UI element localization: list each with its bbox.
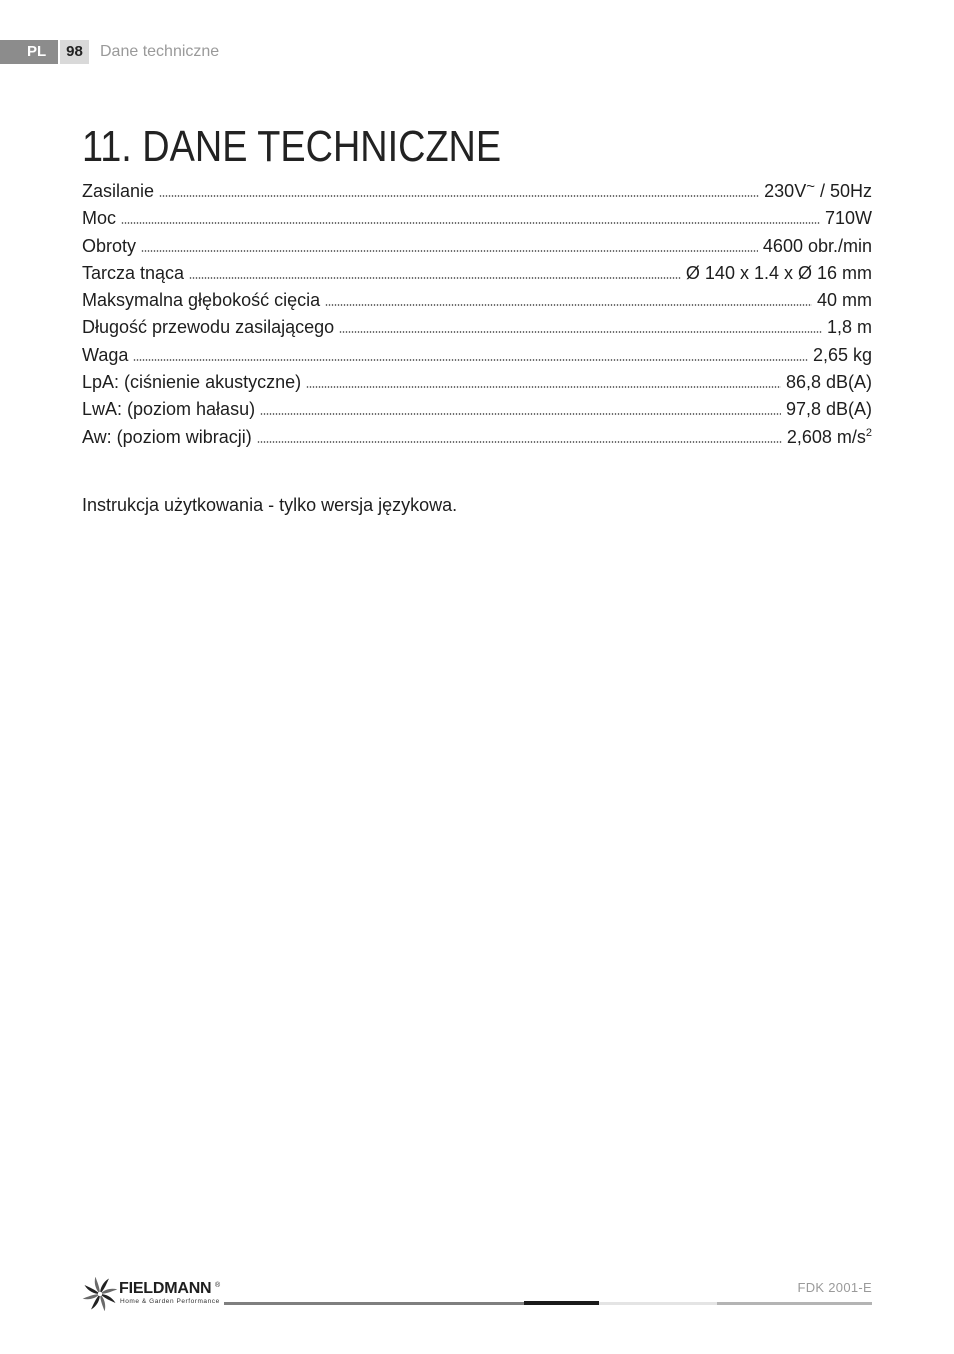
model-number: FDK 2001-E	[797, 1280, 872, 1295]
dot-leader	[133, 359, 808, 361]
spec-value: Ø 140 x 1.4 x Ø 16 mm	[685, 262, 872, 283]
spec-label: Długość przewodu zasilającego	[82, 317, 335, 338]
spec-row-vibration	[82, 424, 872, 451]
dot-leader	[257, 441, 782, 443]
dot-leader	[189, 277, 681, 279]
spec-row-speed	[82, 233, 872, 260]
spec-value	[787, 424, 872, 451]
spec-value: 710W	[824, 208, 872, 229]
dot-leader	[159, 195, 759, 197]
spec-value-text: 2,608 m/s	[786, 426, 866, 447]
page-number: 98	[60, 40, 89, 64]
spec-value: 97,8 dB(A)	[785, 399, 872, 420]
spec-value: 4600 obr./min	[762, 235, 872, 256]
spec-row-power-supply	[82, 178, 872, 205]
spec-label: LpA: (ciśnienie akustyczne)	[82, 372, 302, 393]
spec-label: Maksymalna głębokość cięcia	[82, 290, 321, 311]
spec-value	[764, 178, 872, 205]
spec-label: Tarcza tnąca	[82, 262, 185, 283]
language-note: Instrukcja użytkowania - tylko wersja językowa.	[82, 495, 458, 515]
dot-leader	[121, 222, 820, 224]
dot-leader	[306, 386, 781, 388]
footer-rule-segment	[717, 1302, 872, 1305]
spec-value-suffix: / 50Hz	[814, 181, 872, 201]
spec-row-max-cut-depth	[82, 287, 872, 314]
spec-value-text: 230V	[764, 181, 807, 201]
spec-row-sound-pressure	[82, 369, 872, 396]
spec-label: Waga	[82, 344, 129, 365]
spec-label: Zasilanie	[82, 181, 155, 201]
spec-label: LwA: (poziom hałasu)	[82, 399, 256, 420]
spec-label: Aw: (poziom wibracji)	[82, 426, 252, 447]
spec-value: 86,8 dB(A)	[785, 372, 872, 393]
spec-label: Moc	[82, 208, 117, 229]
spec-row-cutting-disc	[82, 260, 872, 287]
language-tab: PL	[0, 40, 58, 64]
spec-label: Obroty	[82, 235, 137, 256]
spec-row-weight	[82, 342, 872, 369]
registered-mark: ®	[215, 1282, 221, 1289]
spec-row-power	[82, 205, 872, 232]
spec-row-sound-power	[82, 396, 872, 423]
dot-leader	[141, 250, 758, 252]
page-title: 11. DANE TECHNICZNE	[82, 122, 502, 171]
brand-tagline: Home & Garden Performance	[120, 1298, 220, 1305]
fieldmann-fan-icon	[82, 1277, 118, 1311]
spec-value-superscript: 2	[865, 426, 872, 439]
running-header-title: Dane techniczne	[100, 43, 220, 60]
spec-list	[82, 178, 872, 451]
dot-leader	[339, 331, 822, 333]
brand-name: FIELDMANN	[119, 1280, 212, 1297]
dot-leader	[260, 413, 781, 415]
spec-row-cable-length	[82, 314, 872, 341]
footer-rule-segment-accent	[524, 1301, 599, 1305]
spec-value: 2,65 kg	[812, 344, 872, 365]
spec-value: 40 mm	[816, 290, 872, 311]
footer-rule-segment	[599, 1302, 717, 1305]
dot-leader	[325, 304, 812, 306]
spec-value: 1,8 m	[826, 317, 872, 338]
footer-rule-segment	[224, 1302, 524, 1305]
spec-value-superscript: ~	[806, 178, 815, 195]
